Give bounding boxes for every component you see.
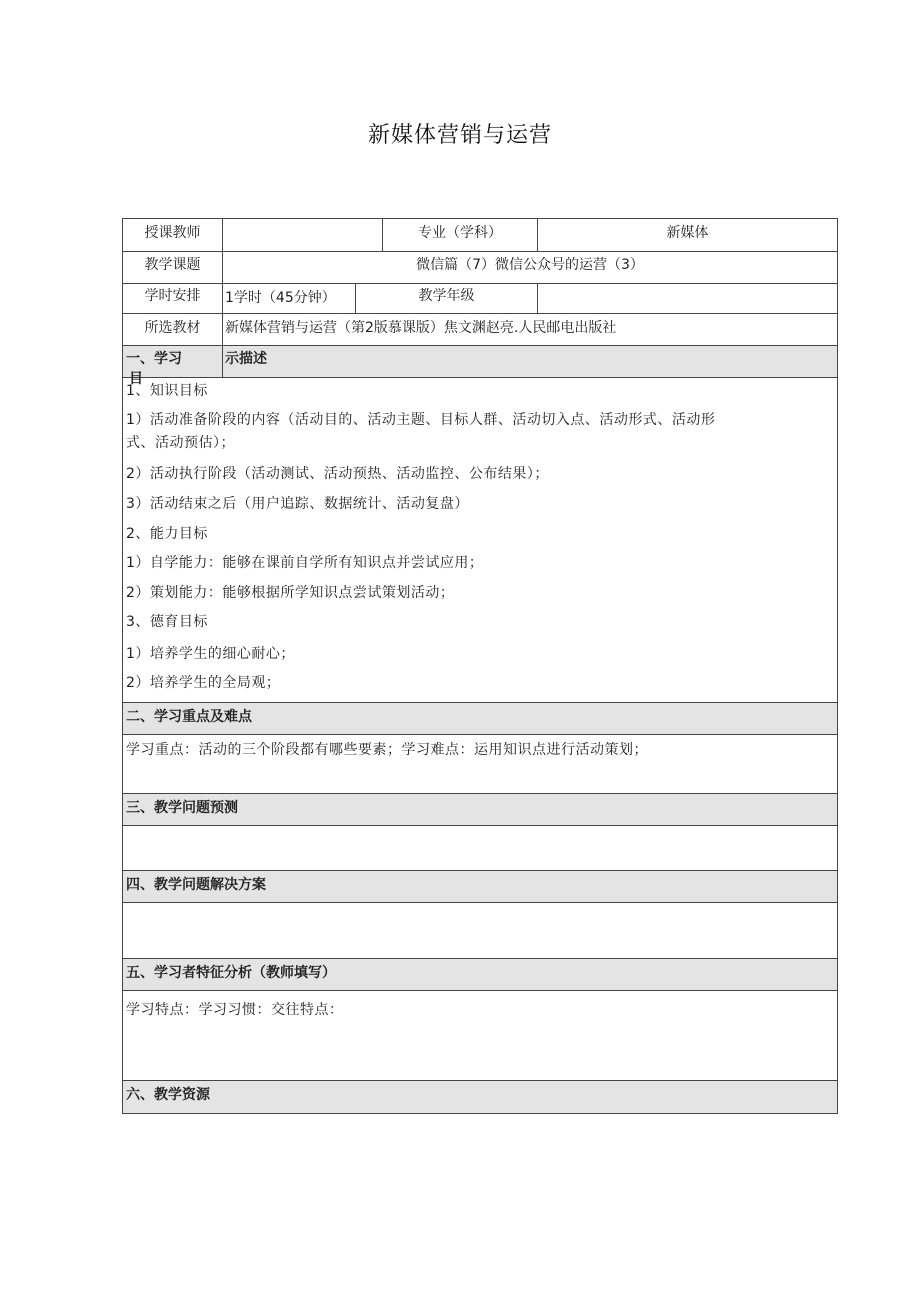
objective-line: 式、活动预估）； bbox=[126, 435, 235, 451]
lesson-plan-table bbox=[122, 218, 838, 1114]
section6-heading-band bbox=[123, 1081, 837, 1113]
major-value: 新媒体 bbox=[666, 225, 709, 241]
row-divider bbox=[123, 702, 837, 703]
row-divider bbox=[123, 283, 837, 284]
row-divider bbox=[123, 313, 837, 314]
row-divider bbox=[123, 1080, 837, 1081]
section4-heading: 四、教学问题解决方案 bbox=[126, 877, 266, 893]
section1-heading-left-text: 一、学习 bbox=[126, 351, 182, 367]
topic-label: 教学课题 bbox=[144, 257, 201, 273]
row-divider bbox=[123, 377, 837, 378]
section6-heading: 六、教学资源 bbox=[126, 1087, 210, 1103]
col-divider bbox=[537, 283, 538, 313]
section2-content: 学习重点：活动的三个阶段都有哪些要素；学习难点：运用知识点进行活动策划； bbox=[126, 742, 648, 758]
objective-line: 2、能力目标 bbox=[126, 526, 208, 542]
section2-heading: 二、学习重点及难点 bbox=[126, 709, 252, 725]
row-divider bbox=[123, 902, 837, 903]
topic-value: 微信篇（7）微信公众号的运营（3） bbox=[416, 257, 644, 273]
section5-content: 学习特点：学习习惯：交往特点： bbox=[126, 1002, 344, 1018]
row-divider bbox=[123, 734, 837, 735]
objective-line: 3、德育目标 bbox=[126, 614, 208, 630]
row-divider bbox=[123, 990, 837, 991]
section1-heading-left bbox=[126, 349, 216, 387]
page-title: 新媒体营销与运营 bbox=[367, 123, 552, 148]
objective-line: 2）培养学生的全局观； bbox=[126, 675, 281, 691]
textbook-label: 所选教材 bbox=[144, 320, 201, 336]
grade-label: 教学年级 bbox=[418, 288, 475, 304]
row-divider bbox=[123, 251, 837, 252]
major-label: 专业（学科） bbox=[418, 225, 502, 241]
hours-value: 1学时（45分钟） bbox=[225, 290, 336, 306]
section1-heading-right: 示描述 bbox=[225, 351, 267, 367]
teacher-label: 授课教师 bbox=[144, 225, 201, 241]
objective-line: 1、知识目标 bbox=[126, 383, 208, 399]
objective-line: 2）策划能力：能够根据所学知识点尝试策划活动； bbox=[126, 585, 455, 601]
section5-heading: 五、学习者特征分析（教师填写） bbox=[126, 965, 336, 981]
hours-label: 学时安排 bbox=[144, 288, 201, 304]
objective-line: 1）培养学生的细心耐心； bbox=[126, 646, 295, 662]
objective-line: 3）活动结束之后（用户追踪、数据统计、活动复盘） bbox=[126, 496, 469, 512]
row-divider bbox=[123, 793, 837, 794]
objective-line: 1）自学能力：能够在课前自学所有知识点并尝试应用； bbox=[126, 555, 484, 571]
row-divider bbox=[123, 345, 837, 346]
section1-heading-left-cut: 目 bbox=[129, 371, 143, 387]
row-divider bbox=[123, 958, 837, 959]
row-divider bbox=[123, 825, 837, 826]
textbook-value: 新媒体营销与运营（第2版慕课版）焦文渊赵亮.人民邮电出版社 bbox=[225, 320, 617, 336]
row-divider bbox=[123, 870, 837, 871]
objective-line: 2）活动执行阶段（活动测试、活动预热、活动监控、公布结果）； bbox=[126, 466, 549, 482]
section3-heading: 三、教学问题预测 bbox=[126, 800, 238, 816]
col-divider bbox=[222, 219, 223, 377]
objective-line: 1）活动准备阶段的内容（活动目的、活动主题、目标人群、活动切入点、活动形式、活动形 bbox=[126, 412, 716, 428]
